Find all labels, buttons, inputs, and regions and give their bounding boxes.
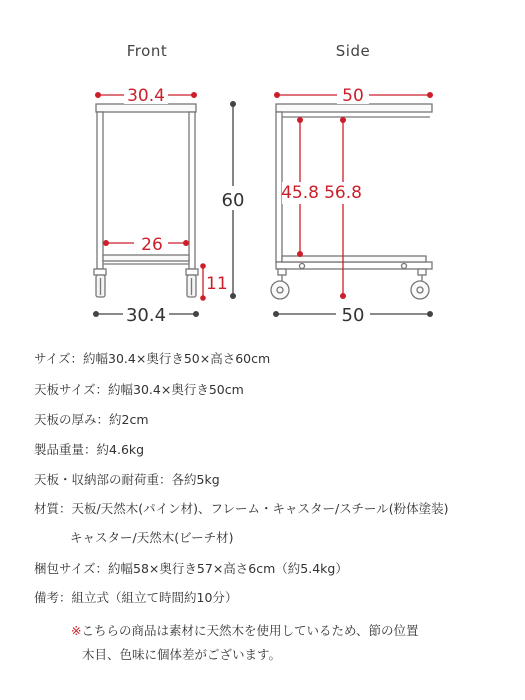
spec-row-material-cont <box>70 530 233 546</box>
spec-label: 材質 <box>34 501 60 516</box>
front-view-title: Front <box>126 42 168 60</box>
spec-label: 天板の厚み <box>34 412 97 427</box>
spec-label: 製品重量 <box>34 442 85 457</box>
front-height-dim <box>220 101 246 299</box>
spec-value: 約幅58×奥行き57×高さ6cm（約5.4kg） <box>108 561 348 576</box>
spec-row-package: 梱包サイズ：約幅58×奥行き57×高さ6cm（約5.4kg） <box>34 561 348 576</box>
side-depth-bottom-value: 50 <box>341 305 365 326</box>
disclaimer-note-line-2 <box>82 645 281 663</box>
side-view-title: Side <box>335 42 371 60</box>
side-height-2-value: 56.8 <box>324 183 362 203</box>
front-width-top-value: 30.4 <box>127 86 165 106</box>
spec-row-top-size: 天板サイズ：約幅30.4×奥行き50cm <box>34 382 244 397</box>
side-depth-bottom-dim <box>273 302 433 326</box>
spec-label: 梱包サイズ <box>34 561 96 576</box>
front-caster-height-dim <box>200 263 227 301</box>
side-depth-top-dim <box>274 84 433 106</box>
spec-value: 約幅30.4×奥行き50cm <box>108 382 244 397</box>
product-dimension-diagram <box>0 0 525 340</box>
note-line-1: こちらの商品は素材に天然木を使用しているため、節の位置 <box>81 623 419 638</box>
spec-value: 各約5kg <box>171 472 220 487</box>
front-width-top-dim <box>95 84 197 106</box>
side-height-2-dim <box>324 117 362 299</box>
note-line-2: 木目、色味に個体差がございます。 <box>82 647 282 662</box>
front-shelf-width-value: 26 <box>141 235 163 255</box>
side-height-1-value: 45.8 <box>281 183 319 203</box>
side-height-1-dim <box>281 117 319 257</box>
spec-label: 備考 <box>34 590 60 605</box>
front-height-value: 60 <box>221 190 245 211</box>
spec-value: 約幅30.4×奥行き50×高さ60cm <box>83 351 271 366</box>
front-view-drawing <box>94 104 198 297</box>
front-width-bottom-dim <box>93 302 199 326</box>
note-mark: ※ <box>71 623 82 638</box>
spec-label: 天板サイズ <box>34 382 96 397</box>
spec-label: サイズ <box>34 351 71 366</box>
front-width-bottom-value: 30.4 <box>125 305 167 326</box>
side-depth-top-value: 50 <box>342 86 364 106</box>
spec-row-thickness: 天板の厚み：約2cm <box>34 412 149 427</box>
spec-value: 約4.6kg <box>96 442 145 457</box>
spec-label: 天板・収納部の耐荷重 <box>34 472 160 487</box>
spec-row-material: 材質：天板/天然木(パイン材)、フレーム・キャスター/スチール(粉体塗装) <box>34 501 449 516</box>
spec-value: 組立式（組立て時間約10分） <box>71 590 238 605</box>
spec-value: 約2cm <box>109 412 149 427</box>
spec-value: 天板/天然木(パイン材)、フレーム・キャスター/スチール(粉体塗装) <box>71 501 449 516</box>
spec-row-remarks: 備考：組立式（組立て時間約10分） <box>34 590 238 605</box>
spec-row-weight: 製品重量：約4.6kg <box>34 442 145 457</box>
front-shelf-width-dim <box>103 233 189 255</box>
spec-value: キャスター/天然木(ビーチ材) <box>70 530 234 545</box>
spec-row-size: サイズ：約幅30.4×奥行き50×高さ60cm <box>34 351 271 366</box>
front-caster-height-value: 11 <box>206 274 228 294</box>
spec-row-load: 天板・収納部の耐荷重：各約5kg <box>34 472 220 487</box>
disclaimer-note <box>71 621 419 639</box>
